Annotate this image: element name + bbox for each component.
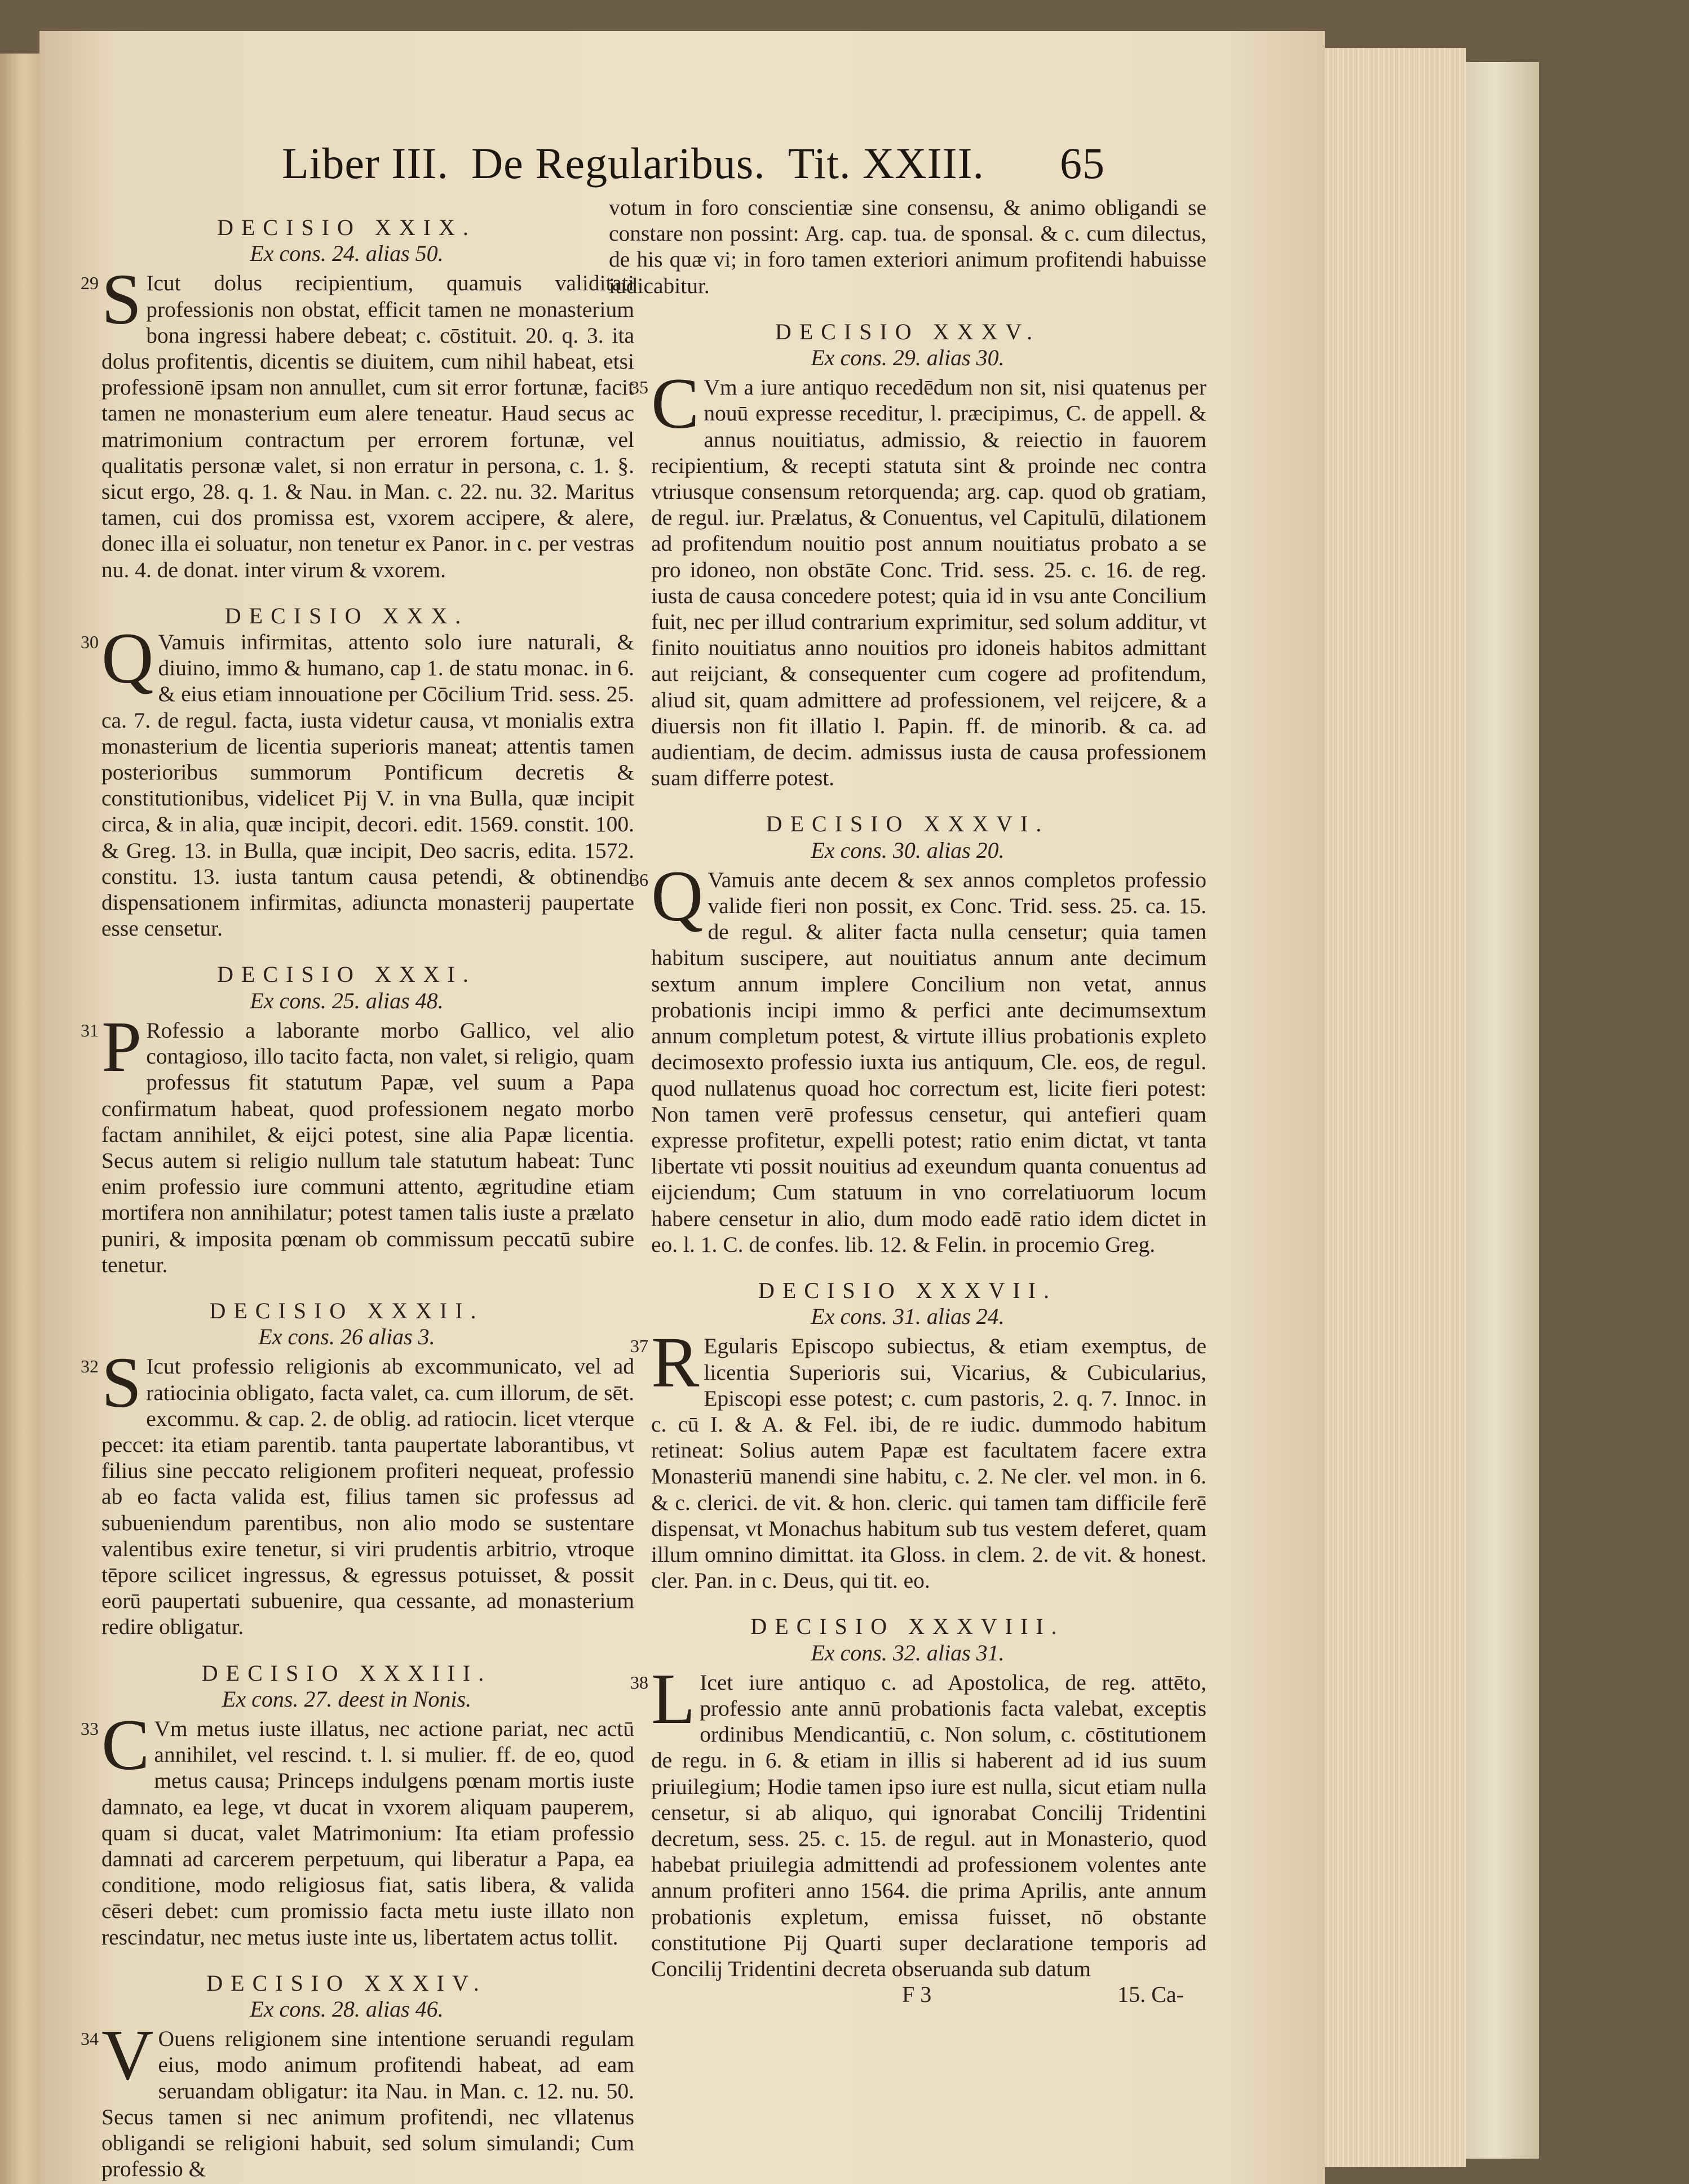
decisio-source: Ex cons. 29. alias 30. <box>811 345 1005 371</box>
decisio-block <box>59 962 634 1277</box>
decisio-entry <box>59 1704 634 1950</box>
decisio-entry <box>59 259 634 582</box>
drop-capital: S <box>101 259 142 340</box>
decisio-entry <box>59 1343 634 1640</box>
running-head-titulus: Tit. XXIII. <box>788 139 985 188</box>
continued-text: votum in foro conscientiæ sine consensu, & animo obligandi se constare non possint: Arg. cap. tua. de sponsal. & c. cum dilectus, de his quæ vi; in foro tamen exteriori animum profitendi habuisse iudicabitur. <box>609 195 1206 298</box>
decisio-text <box>101 1704 634 1950</box>
decisio-entry <box>59 1006 634 1278</box>
drop-capital: C <box>101 1704 150 1785</box>
decisio-source: Ex cons. 26 alias 3. <box>258 1324 435 1350</box>
decisio-title: DECISIO XXXVIII. <box>750 1614 1065 1640</box>
decisio-body: Egularis Episcopo subiectus, & etiam exemptus, de licentia Superioris sui, Vicarius, & Cubicularius, Episcopi esse potest; c. cum pastoris, 2. q. 7. Innoc. in c. cū I. & A. & Fel. ibi, de re iudic. dummodo habitum retineat: Solius autem Papæ est facultatem facere extra Monasteriū manendi sine habitu, c. 2. Ne cler. vel mon. in 6. & c. clerici. de vit. & hon. cleric. qui tamen tam difficile ferē dispensat, vt Monachus habitum sub tus vestem deferet, quam illum omnino dimittat. ita Gloss. in clem. 2. de vit. & honest. cler. Pan. in c. Deus, qui tit. eo. <box>651 1334 1206 1593</box>
decisio-text <box>651 1658 1206 1982</box>
decisio-block <box>59 1970 634 2182</box>
folio-number: 65 <box>1060 139 1105 188</box>
decisio-body: Icet iure antiquo c. ad Apostolica, de reg. attēto, professio ante annū probationis facta valebat, exceptis ordinibus Mendicantiū, c. Non solum, c. cōstitutionem de regu. in 6. & etiam in illis si haberent ad id ius suum priuilegium; Hodie tamen ipso iure est nulla, sicut etiam nulla censetur, si ab aliquo, qui ignorabat Concilij Tridentini decretum, sess. 25. c. 15. de regul. aut in Monasterio, quod habebat priuilegia admittendi ad professionem volentes ante annum profiteri anno 1564. die prima Aprilis, ante annum probationis expletum, emissa fuisset, nō obstante constitutione Pij Quarti super declaratione temporis ad Concilij Tridentini decreta obseruanda sub datum <box>651 1669 1206 1981</box>
margin-number: 35 <box>630 377 648 398</box>
decisio-title: DECISIO XXXIV. <box>206 1970 487 1996</box>
decisio-entry <box>59 2015 634 2182</box>
decisio-block <box>609 811 1206 1257</box>
decisio-block <box>609 1614 1206 1982</box>
decisio-text <box>101 618 634 941</box>
decisio-text <box>101 1343 634 1640</box>
catchword: 15. Ca- <box>1117 1982 1184 2008</box>
left-column <box>59 194 634 2182</box>
decisio-block <box>59 1298 634 1640</box>
decisio-text <box>101 259 634 582</box>
signature-mark: F 3 <box>902 1982 932 2008</box>
running-head <box>282 138 1105 200</box>
drop-capital: P <box>101 1006 142 1087</box>
decisio-text <box>651 364 1206 791</box>
margin-number: 30 <box>81 632 99 653</box>
decisio-text <box>651 856 1206 1257</box>
decisio-title: DECISIO XXXVI. <box>766 811 1050 837</box>
drop-capital: R <box>651 1322 700 1403</box>
decisio-text <box>101 2015 634 2182</box>
decisio-source: Ex cons. 30. alias 20. <box>811 837 1005 863</box>
margin-number: 33 <box>81 1718 99 1739</box>
page-footer <box>609 1982 1206 2008</box>
decisio-block <box>59 603 634 942</box>
decisio-title: DECISIO XXXII. <box>209 1297 484 1323</box>
decisio-title: DECISIO XXXIII. <box>201 1660 492 1686</box>
decisio-body: Vamuis ante decem & sex annos completos professio valide fieri non possit, ex Conc. Trid. sess. 25. ca. 15. de regul. & aliter facta nulla censetur; quia tamen habitum suscipere, aut nouitiatus annum ante decimum sextum annum implere Concilium non vetat, annus probationis incipi immo & perfici ante decimumsextum annum completum potest, & virtute illius probationis expleto decimosexto professio iuxta ius antiquum, Cle. eos, de regul. quod nullatenus quoad hoc correctum est, licite fieri potest: Non tamen verē professus censetur, qui antefieri quam expresse profitetur, expelli potest; ratio enim dictat, vt tanta libertate vti possit nouitius ad exeundum quanta conuentus ad eijciendum; Cum statuum in vno correlatiuorum locum habere censetur in alio, dum modo eadē ratio idem dictet in eo. l. 1. C. de confes. lib. 12. & Felin. in procemio Greg. <box>651 867 1206 1257</box>
margin-number: 36 <box>630 869 648 890</box>
margin-number: 34 <box>81 2028 99 2049</box>
running-head-liber: Liber III. <box>282 139 449 188</box>
decisio-entry <box>609 364 1206 791</box>
decisio-source: Ex cons. 31. alias 24. <box>811 1304 1005 1330</box>
book-page <box>39 31 1325 2184</box>
drop-capital: Q <box>101 618 154 699</box>
decisio-block <box>59 215 634 583</box>
decisio-source: Ex cons. 27. deest in Nonis. <box>222 1686 472 1712</box>
margin-number: 37 <box>630 1336 648 1357</box>
decisio-body: Vamuis infirmitas, attento solo iure naturali, & diuino, immo & humano, cap 1. de statu monac. in 6. & eius etiam innouatione per Cōcilium Trid. sess. 25. ca. 7. de regul. facta, iusta videtur causa, vt monialis extra monasterium de licentia superioris maneat; attentis tamen posterioribus summorum Pontificum decretis & constitutionibus, videlicet Pij V. in vna Bulla, quæ incipit circa, & in alia, quæ incipit, decori. edit. 1569. constit. 100. & Greg. 13. in Bulla, quæ incipit, Deo sacris, edita. 1572. constitu. 13. iusta tantum causa petendi, & obtinendi dispensationem infirmitas, adiuncta monasterij paupertate esse censetur. <box>101 630 634 941</box>
decisio-body: Vm a iure antiquo recedēdum non sit, nisi quatenus per nouū expresse receditur, l. præcipimus, C. de appell. & annus nouitiatus, admissio, & reiectio in fauorem recipientium, & recepti statuta sint & proinde nec contra vtriusque consensum retorquenda; arg. cap. quod ob gratiam, de regul. iur. Prælatus, & Conuentus, vel Capitulū, dilationem ad profitendum nouitio post annum nouitiatus probato a se pro idoneo, non obstāte Conc. Trid. sess. 25. c. 16. de reg. iusta de causa concedere potest; quia id in vsu ante Concilium fuit, nec per illud contrarium exprimitur, sed solum additur, vt finito nouitiatus anno nouitios pro idoneis habitos admittant aut reijciant, & consequenter cum cogere ad profitendum, aliud sit, quam admittere ad professionem, vel reijcere, & a diuersis non fit illatio l. Papin. ff. de minorib. & ca. ad audientiam, de decim. admissus iusta de causa professionem suam differre potest. <box>651 375 1206 791</box>
decisio-body: Icut dolus recipientium, quamuis validitati professionis non obstat, efficit tamen ne monasterium bona ingressi habere debeat; c. cōstituit. 20. q. 3. ita dolus profitentis, dicentis se diuitem, cum nihil habeat, etsi professionē ipsam non annullet, cum sit error fortunæ, facit tamen ne monasterium eum alere teneatur. Haud secus ac matrimonium contractum per errorem fortunæ, vel qualitatis personæ valet, si non erratur in persona, c. 1. §. sicut ergo, 28. q. 1. & Nau. in Man. c. 22. nu. 32. Maritus tamen, cui dos promissa est, vxorem accipere, & alere, donec illa ei soluatur, non tenetur ex Panor. in c. per vestras nu. 4. de donat. inter virum & vxorem. <box>101 271 634 582</box>
margin-number: 31 <box>81 1020 99 1040</box>
decisio-source: Ex cons. 32. alias 31. <box>811 1640 1005 1665</box>
decisio-entry <box>609 856 1206 1257</box>
binding-board <box>1466 62 1539 2159</box>
decisio-title: DECISIO XXIX. <box>217 215 476 240</box>
decisio-title: DECISIO XXX. <box>224 603 469 628</box>
drop-capital: C <box>651 364 700 444</box>
decisio-entry <box>59 618 634 941</box>
drop-capital: Q <box>651 856 704 936</box>
adjacent-page-edge <box>0 54 39 2184</box>
decisio-source: Ex cons. 28. alias 46. <box>250 1996 444 2022</box>
decisio-entry <box>609 1658 1206 1982</box>
decisio-body: Rofessio a laborante morbo Gallico, vel alio contagioso, illo tacito facta, non valet, si religio, quam professus fit statutum Papæ, vel suum a Papa confirmatum habeat, quod professionem negato morbo factam annihilet, & eijci potest, sine alia Papæ licentia. Secus autem si religio nullum tale statutum habeat: Tunc enim professio iure communi attento, ægritudine etiam mortifera non annihilatur; potest tamen talis iuste a prælato puniri, & imposita pœnam ob commissum peccatū subire tenetur. <box>101 1017 634 1277</box>
decisio-title: DECISIO XXXVII. <box>758 1277 1057 1303</box>
right-column <box>609 194 1206 2008</box>
decisio-text <box>101 1006 634 1278</box>
decisio-source: Ex cons. 24. alias 50. <box>250 241 444 267</box>
drop-capital: S <box>101 1343 142 1423</box>
decisio-body: Icut professio religionis ab excommunicato, vel ad ratiocinia obligato, facta valet, ca. cum illorum, de sēt. excommu. & cap. 2. de oblig. ad ratiocin. licet vterque peccet: ita etiam parentib. tanta paupertate laborantibus, vt filius sine peccato religionem profiteri nequeat, professio ab eo facta valida est, filius tamen sic professus ad subueniendum parentibus, non alio modo se sustentare valentibus exire tenetur, si viri prudentis arbitrio, vtroque tēpore scilicet ingressus, & egressus potuisset, & possit eorū paupertati subuenire, qua cessante, ad monasterium redire obligatur. <box>101 1354 634 1640</box>
decisio-source: Ex cons. 25. alias 48. <box>250 987 444 1013</box>
decisio-title: DECISIO XXXI. <box>217 962 476 987</box>
decisio-block <box>609 319 1206 791</box>
drop-capital: L <box>651 1658 696 1739</box>
page-block-edges <box>1325 48 1466 2167</box>
decisio-body: Vm metus iuste illatus, nec actione pariat, nec actū annihilet, vel rescind. t. l. si mulier. ff. de eo, quod metus causa; Princeps indulgens pœnam mortis iuste damnato, ea lege, vt ducat in vxorem aliquam pauperem, quam si ducat, valet Matrimonium: Ita etiam professio damnati ad carcerem perpetuum, qui liberatur a Papa, ea conditione, modo religiosus fiat, satis libera, & valida cēseri debet: cum promissio facta metu iuste illato non rescindatur, nec metus iuste inte us, libertatem actus tollit. <box>101 1716 634 1950</box>
decisio-block <box>59 1660 634 1950</box>
decisio-text <box>651 1322 1206 1593</box>
margin-number: 38 <box>630 1672 648 1693</box>
margin-number: 29 <box>81 273 99 294</box>
decisio-entry <box>609 1322 1206 1593</box>
decisio-block <box>609 1278 1206 1593</box>
drop-capital: V <box>101 2015 154 2096</box>
margin-number: 32 <box>81 1356 99 1377</box>
running-head-title: De Regularibus. <box>471 139 766 188</box>
decisio-body: Ouens religionem sine intentione seruandi regulam eius, modo animum profitendi habeat, ad eam seruandam obligatur: ita Nau. in Man. c. 12. nu. 50. Secus tamen si nec animum profitendi, nec vllatenus obligandi se religioni habuit, sed solum simulandi; Cum professio & <box>101 2026 634 2182</box>
decisio-title: DECISIO XXXV. <box>775 318 1041 344</box>
